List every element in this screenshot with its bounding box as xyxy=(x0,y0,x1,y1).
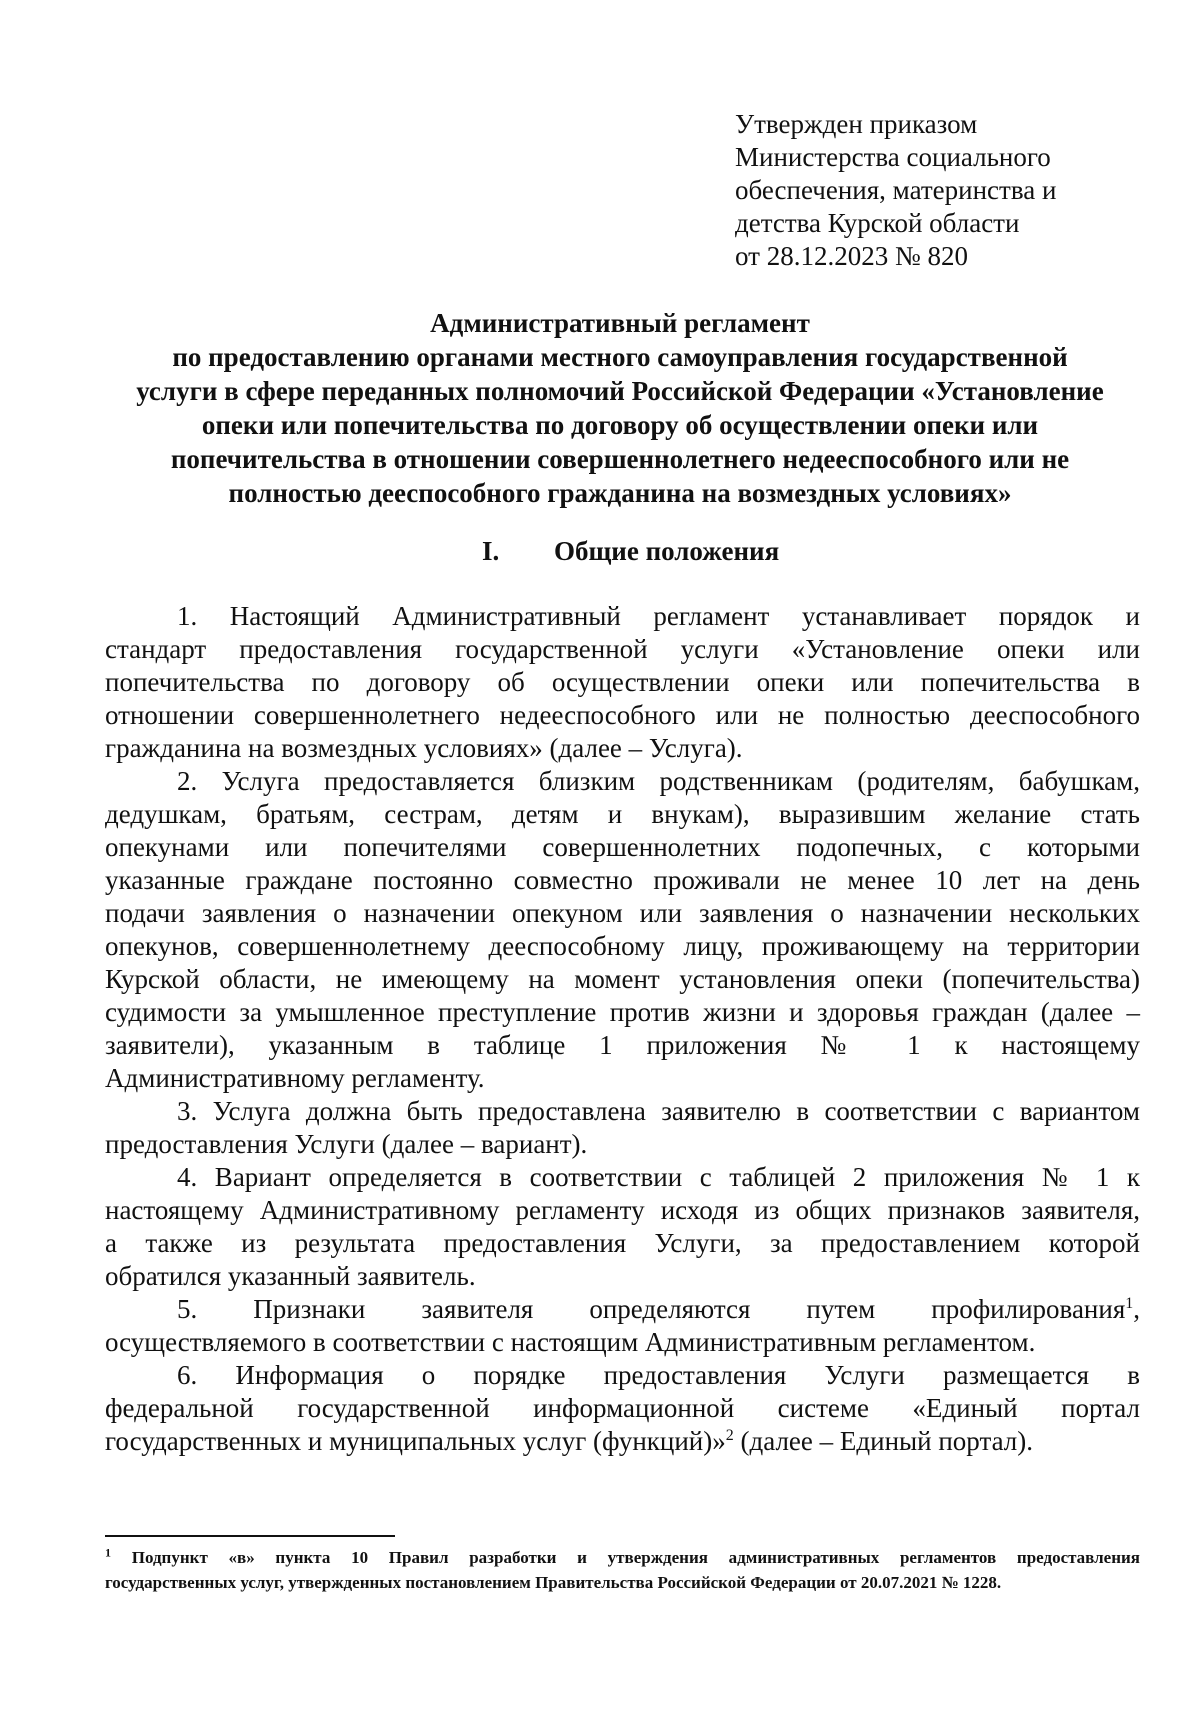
approval-line: Утвержден приказом xyxy=(735,109,978,139)
paragraph-2-line: подачи заявления о назначении опекуном или заявления о назначении нескольких xyxy=(105,898,1140,928)
approval-line: детства Курской области xyxy=(735,208,1020,238)
paragraph-6-text: государственных и муниципальных услуг (функций)» xyxy=(105,1426,726,1456)
paragraph-6-line: 6. Информация о порядке предоставления Услуги размещается в xyxy=(177,1360,1140,1390)
paragraph-2-line: дедушкам, братьям, сестрам, детям и внукам), выразившим желание стать xyxy=(105,799,1140,829)
footnote-divider xyxy=(105,1535,395,1537)
approval-line: Министерства социального xyxy=(735,142,1051,172)
title-line: полностью дееспособного гражданина на возмездных условиях» xyxy=(228,478,1012,508)
footnote-ref-1[interactable]: 1 xyxy=(1125,1295,1134,1312)
paragraph-4-line: настоящему Административному регламенту исходя из общих признаков заявителя, xyxy=(105,1195,1140,1225)
paragraph-2-line: опекунов, совершеннолетнему дееспособному лицу, проживающему на территории xyxy=(105,931,1140,961)
footnote-text: Подпункт «в» пункта 10 Правил разработки и утверждения административных регламентов предоставления xyxy=(111,1548,1140,1567)
paragraph-2-line: опекунами или попечителями совершеннолетних подопечных, с которыми xyxy=(105,832,1140,862)
paragraph-5-line xyxy=(105,1293,1140,1326)
paragraph-1-line: 1. Настоящий Административный регламент устанавливает порядок и xyxy=(177,601,1140,631)
paragraph-2-line: заявители), указанным в таблице 1 приложения № 1 к настоящему xyxy=(105,1030,1140,1060)
approval-stamp-block xyxy=(735,108,1165,273)
paragraph-2-line: Курской области, не имеющему на момент установления опеки (попечительства) xyxy=(105,964,1140,994)
paragraph-5-line: осуществляемого в соответствии с настоящим Административным регламентом. xyxy=(105,1327,1036,1357)
footnote-line: государственных услуг, утвержденных постановлением Правительства Российской Федерации от 20.07.2021 № 1228. xyxy=(105,1573,1002,1592)
document-body xyxy=(105,600,1140,1458)
paragraph-5-punct: , xyxy=(1133,1294,1140,1324)
paragraph-3-line: 3. Услуга должна быть предоставлена заявителю в соответствии с вариантом xyxy=(177,1096,1140,1126)
paragraph-1-line: отношении совершеннолетнего недееспособного или не полностью дееспособного xyxy=(105,700,1140,730)
paragraph-1-line: стандарт предоставления государственной услуги «Установление опеки или xyxy=(105,634,1140,664)
paragraph-6-line xyxy=(105,1425,1140,1458)
paragraph-6-tail: (далее – Единый портал). xyxy=(733,1426,1034,1456)
approval-line: обеспечения, материнства и xyxy=(735,175,1057,205)
paragraph-4-line: 4. Вариант определяется в соответствии с таблицей 2 приложения № 1 к xyxy=(177,1162,1140,1192)
paragraph-1-line: гражданина на возмездных условиях» (далее – Услуга). xyxy=(105,733,743,763)
paragraph-2-line: Административному регламенту. xyxy=(105,1063,485,1093)
approval-line: от 28.12.2023 № 820 xyxy=(735,241,968,271)
section-number: I. xyxy=(482,536,500,566)
paragraph-2-line: 2. Услуга предоставляется близким родственникам (родителям, бабушкам, xyxy=(177,766,1140,796)
paragraph-4-line: обратился указанный заявитель. xyxy=(105,1261,476,1291)
footnote-ref-2[interactable]: 2 xyxy=(725,1427,734,1444)
title-line: по предоставлению органами местного самоуправления государственной xyxy=(172,342,1068,372)
paragraph-3-line: предоставления Услуги (далее – вариант). xyxy=(105,1129,588,1159)
title-line: услуги в сфере переданных полномочий Российской Федерации «Установление xyxy=(136,376,1104,406)
title-line: опеки или попечительства по договору об осуществлении опеки или xyxy=(201,410,1039,440)
paragraph-5-text: 5. Признаки заявителя определяются путем профилирования xyxy=(177,1294,1126,1324)
document-title xyxy=(100,306,1140,510)
title-line: Административный регламент xyxy=(430,308,810,338)
footnote-1 xyxy=(105,1545,1140,1595)
paragraph-1-line: попечительства по договору об осуществлении опеки или попечительства в xyxy=(105,667,1140,697)
footnote-number: 1 xyxy=(105,1545,111,1560)
paragraph-2-line: указанные граждане постоянно совместно проживали не менее 10 лет на день xyxy=(105,865,1140,895)
paragraph-6-line: федеральной государственной информационной системе «Единый портал xyxy=(105,1393,1140,1423)
section-title: Общие положения xyxy=(554,536,780,566)
title-line: попечительства в отношении совершеннолетнего недееспособного или не xyxy=(170,444,1070,474)
footnote-line xyxy=(105,1545,1140,1570)
paragraph-2-line: судимости за умышленное преступление против жизни и здоровья граждан (далее – xyxy=(105,997,1140,1027)
paragraph-4-line: а также из результата предоставления Услуги, за предоставлением которой xyxy=(105,1228,1140,1258)
